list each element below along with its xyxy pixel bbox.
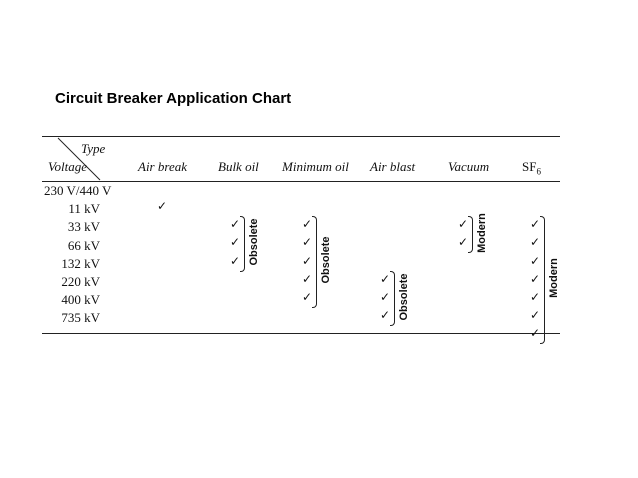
chart-title: Circuit Breaker Application Chart <box>55 90 292 107</box>
group-brace-minimum-oil <box>312 216 317 308</box>
check-mark-sf6: ✓ <box>530 290 541 304</box>
check-mark-sf6: ✓ <box>530 271 541 286</box>
check-mark-bulk-oil: ✓ <box>230 235 241 250</box>
check-mark-vacuum: ✓ <box>458 235 469 250</box>
check-mark-air-break: ✓ <box>157 199 168 213</box>
column-header-sf6 <box>522 159 541 177</box>
check-mark-sf6: ✓ <box>530 326 541 341</box>
voltage-label-11-kv: 11 kV <box>68 201 100 217</box>
status-label-air-blast: Obsolete <box>398 272 410 321</box>
check-mark-sf6: ✓ <box>530 217 541 232</box>
status-label-bulk-oil: Obsolete <box>248 218 260 266</box>
group-brace-bulk-oil <box>240 216 245 271</box>
group-brace-sf6 <box>540 216 545 344</box>
status-label-sf6: Modern <box>548 258 560 299</box>
column-header-minimum-oil: Minimum oil <box>282 159 349 174</box>
status-label-vacuum: Modern <box>476 212 488 253</box>
column-header-air-blast: Air blast <box>370 159 416 174</box>
voltage-label-132-kv: 132 kV <box>61 255 100 271</box>
column-header-bulk-oil: Bulk oil <box>218 159 259 174</box>
sf6-subscript: 6 <box>536 166 541 177</box>
voltage-label-220-kv: 220 kV <box>61 274 100 289</box>
check-mark-bulk-oil: ✓ <box>230 217 241 232</box>
voltage-label-66-kv: 66 kV <box>67 237 100 253</box>
corner-voltage-label: Voltage <box>48 159 87 174</box>
group-brace-vacuum <box>468 216 473 253</box>
group-brace-air-blast <box>390 271 395 326</box>
check-mark-sf6: ✓ <box>530 308 541 323</box>
check-mark-minimum-oil: ✓ <box>302 217 313 232</box>
sf6-base: SF <box>522 159 537 174</box>
check-mark-air-blast: ✓ <box>380 290 391 304</box>
column-header-air-break: Air break <box>138 159 187 174</box>
check-mark-vacuum: ✓ <box>458 217 469 232</box>
voltage-label-33-kv: 33 kV <box>67 219 100 235</box>
voltage-label-230-v-440-v: 230 V/440 V <box>44 183 112 198</box>
check-mark-air-blast: ✓ <box>380 271 391 286</box>
check-mark-minimum-oil: ✓ <box>302 271 313 286</box>
check-mark-minimum-oil: ✓ <box>302 235 313 250</box>
check-mark-air-blast: ✓ <box>380 308 391 323</box>
voltage-label-735-kv: 735 kV <box>61 310 100 326</box>
status-label-minimum-oil: Obsolete <box>320 236 332 284</box>
check-mark-minimum-oil: ✓ <box>302 253 313 268</box>
check-mark-sf6: ✓ <box>530 235 541 250</box>
check-mark-bulk-oil: ✓ <box>230 253 241 268</box>
check-mark-sf6: ✓ <box>530 253 541 268</box>
voltage-label-400-kv: 400 kV <box>61 292 100 308</box>
column-header-vacuum: Vacuum <box>448 159 490 174</box>
corner-type-label: Type <box>81 141 106 156</box>
check-mark-minimum-oil: ✓ <box>302 290 313 304</box>
